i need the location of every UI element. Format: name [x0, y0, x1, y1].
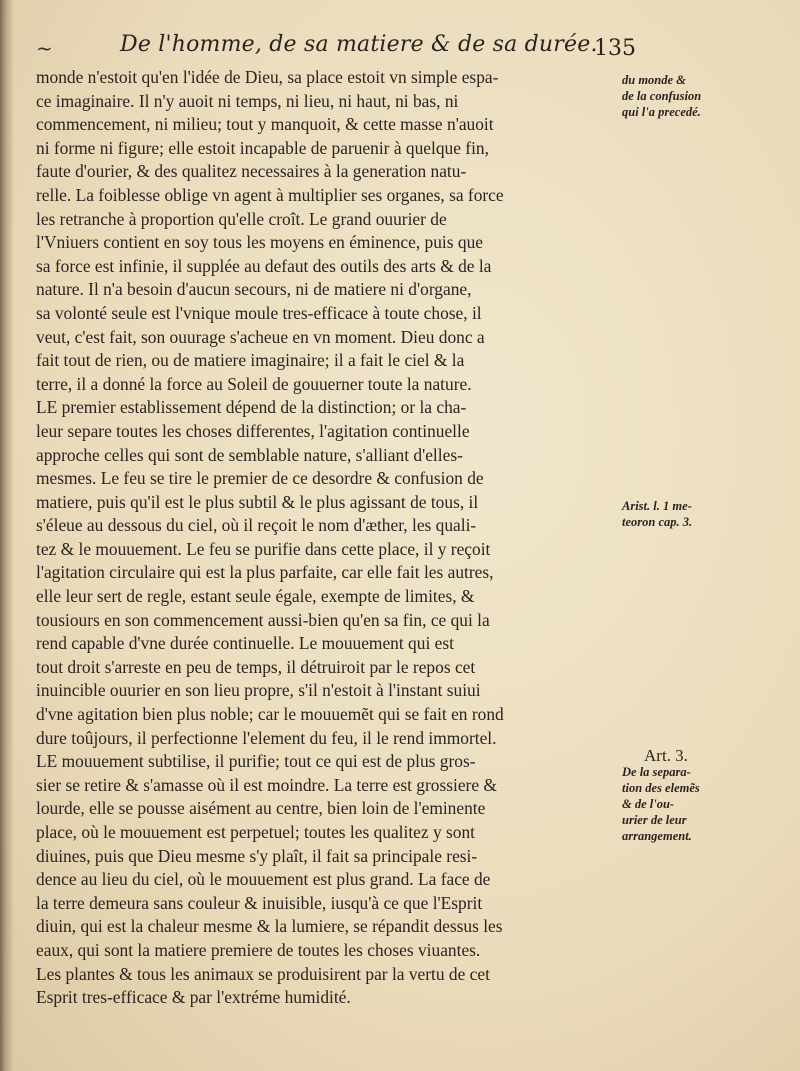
text-line: d'vne agitation bien plus noble; car le mouuemẽt qui se fait en rond	[36, 704, 504, 725]
text-line: tousiours en son commencement aussi-bien qu'en sa fin, ce qui la	[36, 609, 490, 630]
text-line: dence au lieu du ciel, où le mouuement est plus grand. La face de	[36, 869, 491, 890]
text-line: les retranche à proportion qu'elle croît. Le grand ouurier de	[36, 208, 447, 229]
binding-gutter	[0, 0, 14, 1071]
text-line: ni forme ni figure; elle estoit incapable de paruenir à quelque fin,	[36, 137, 489, 158]
text-line: dure toûjours, il perfectionne l'element du feu, il le rend immortel.	[36, 727, 497, 748]
text-line: s'éleue au dessous du ciel, où il reçoit le nom d'æther, les quali-	[36, 515, 477, 536]
margin-note-line: teoron cap. 3.	[622, 515, 693, 529]
text-line: sa volonté seule est l'vnique moule tres-efficace à toute chose, il	[36, 302, 482, 323]
text-line: monde n'estoit qu'en l'idée de Dieu, sa place estoit vn simple espa-	[36, 67, 499, 87]
margin-note-line: Arist. l. 1 me-	[622, 499, 692, 513]
text-line: ce imaginaire. Il n'y auoit ni temps, ni lieu, ni haut, ni bas, ni	[36, 90, 459, 111]
page-header	[36, 30, 636, 62]
text-line: l'agitation circulaire qui est la plus parfaite, car elle fait les autres,	[36, 562, 494, 583]
margin-note-line: arrangement.	[622, 829, 692, 843]
margin-note-line: tion des elemẽs	[622, 781, 700, 795]
text-line: faute d'ourier, & des qualitez necessaires à la generation natu-	[36, 161, 467, 182]
text-line: l'Vniuers contient en soy tous les moyens en éminence, puis que	[36, 232, 483, 253]
text-line: eaux, qui sont la matiere premiere de toutes les choses viuantes.	[36, 939, 481, 960]
text-line: elle leur sert de regle, estant seule égale, exempte de limites, &	[36, 586, 475, 607]
text-line: LE premier establissement dépend de la distinction; or la cha-	[36, 397, 467, 418]
text-line: Esprit tres-efficace & par l'extréme humidité.	[36, 987, 351, 1008]
text-line: fait tout de rien, ou de matiere imaginaire; il a fait le ciel & la	[36, 350, 465, 371]
text-line: place, où le mouuement est perpetuel; toutes les qualitez y sont	[36, 822, 475, 842]
running-title: De l'homme, de sa matiere & de sa durée.	[120, 32, 598, 57]
text-line: LE mouuement subtilise, il purifie; tout ce qui est de plus gros-	[36, 751, 476, 772]
text-line: diuines, puis que Dieu mesme s'y plaît, il fait sa principale resi-	[36, 845, 478, 866]
text-line: rend capable d'vne durée continuelle. Le mouuement qui est	[36, 633, 454, 654]
text-line: nature. Il n'a besoin d'aucun secours, ni de matiere ni d'organe,	[36, 279, 472, 300]
margin-note-3	[622, 748, 792, 844]
text-line: Les plantes & tous les animaux se produisirent par la vertu de cet	[36, 963, 490, 984]
text-line: inuincible ouurier en son lieu propre, s'il n'estoit à l'instant suiui	[36, 680, 481, 701]
text-line: tez & le mouuement. Le feu se purifie dans cette place, il y reçoit	[36, 538, 491, 559]
text-line: relle. La foiblesse oblige vn agent à multiplier ses organes, sa force	[36, 184, 504, 205]
margin-note-line: De la separa-	[622, 765, 691, 779]
margin-note-line: & de l'ou-	[622, 797, 675, 811]
text-line: matiere, puis qu'il est le plus subtil & le plus agissant de tous, il	[36, 491, 479, 512]
text-line: mesmes. Le feu se tire le premier de ce desordre & confusion de	[36, 468, 484, 489]
text-line: diuin, qui est la chaleur mesme & la lumiere, se répandit dessus les	[36, 916, 503, 937]
margin-note-2	[622, 498, 792, 530]
page-number: 135	[594, 36, 636, 61]
text-line: leur separe toutes les choses differentes, l'agitation continuelle	[36, 420, 470, 441]
article-number: Art. 3.	[644, 746, 688, 765]
margin-note-line: qui l'a precedé.	[622, 105, 701, 119]
text-line: la terre demeura sans couleur & inuisible, iusqu'à ce que l'Esprit	[36, 892, 483, 913]
text-line: sa force est infinie, il supplée au defaut des outils des arts & de la	[36, 255, 492, 276]
text-line: lourde, elle se pousse aisément au centre, bien loin de l'eminente	[36, 798, 486, 819]
margin-note-line: urier de leur	[622, 813, 687, 827]
text-line: commencement, ni milieu; tout y manquoit, & cette masse n'auoit	[36, 114, 494, 135]
margin-note-line: du monde &	[622, 73, 686, 87]
text-line: terre, il a donné la force au Soleil de gouuerner toute la nature.	[36, 373, 472, 394]
main-text	[36, 66, 626, 1010]
text-line: veut, c'est fait, son ouurage s'acheue en vn moment. Dieu donc a	[36, 326, 485, 347]
text-line: approche celles qui sont de semblable nature, s'alliant d'elles-	[36, 444, 463, 465]
text-line: tout droit s'arreste en peu de temps, il détruiroit par le repos cet	[36, 656, 476, 677]
header-ornament: ~	[36, 36, 53, 60]
margin-note-line: de la confusion	[622, 89, 702, 103]
margin-note-1	[622, 72, 792, 120]
text-line: sier se retire & s'amasse où il est moindre. La terre est grossiere &	[36, 774, 497, 795]
